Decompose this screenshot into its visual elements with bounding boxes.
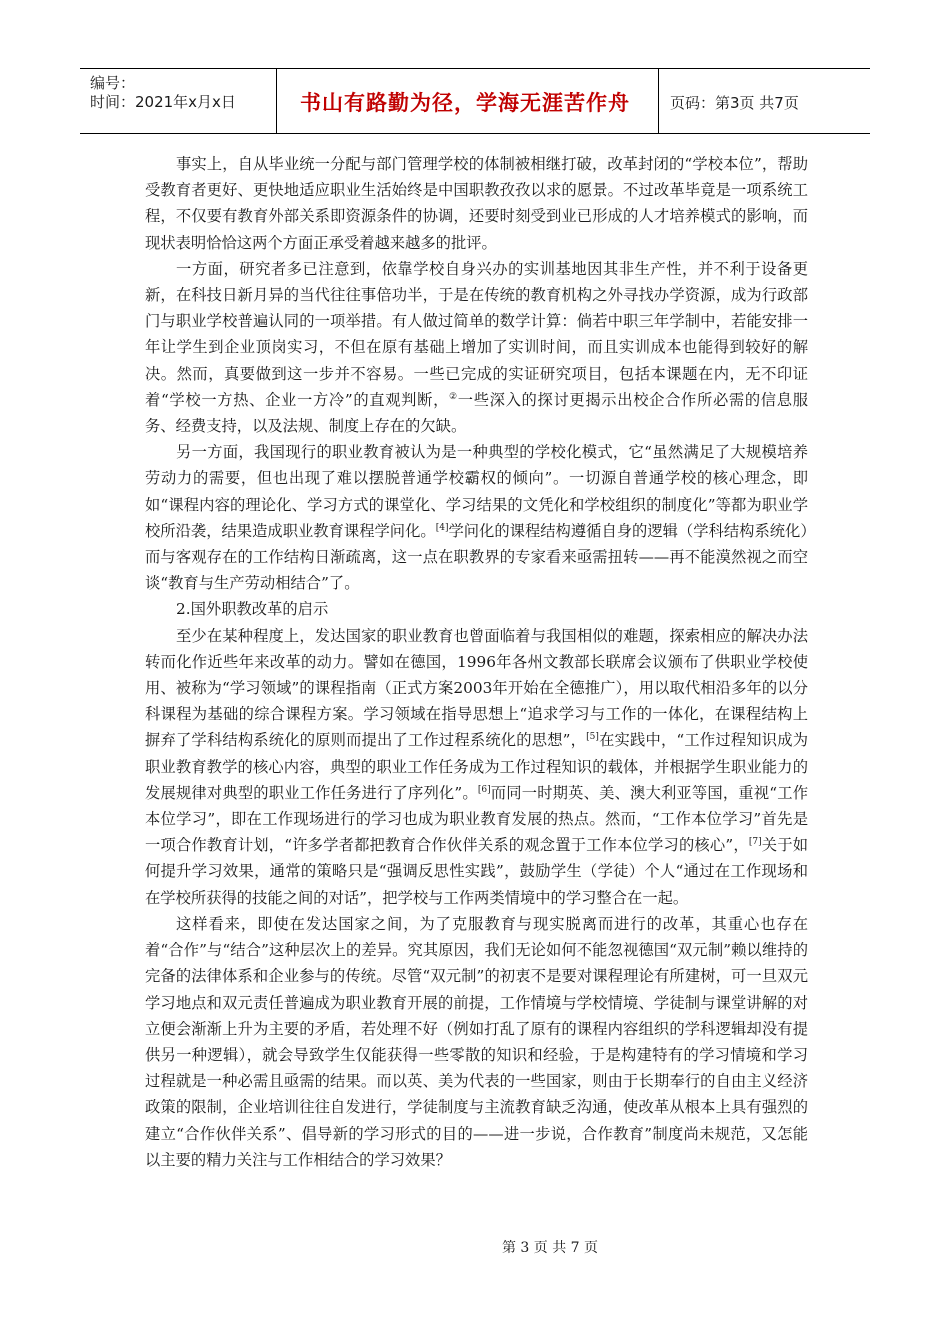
number-label: 编号： (90, 74, 136, 92)
paragraph: 这样看来，即使在发达国家之间，为了克服教育与现实脱离而进行的改革，其重心也存在着“合作”与“结合”这种层次上的差异。究其原因，我们无论如何不能忽视德国“双元制”赖以维持的完备的法律体系和企业参与的传统。尽管“双元制”的初衷不是要对课程理论有所建树，可一旦双元学习地点和双元责任普遍成为职业教育开展的前提，工作情境与学校情境、学徒制与课堂讲解的对立便会渐渐上升为主要的矛盾，若处理不好（例如打乱了原有的课程内容组织的学科逻辑却没有提供另一种逻辑），就会导致学生仅能获得一些零散的知识和经验，于是构建特有的学习情境和学习过程就是一种必需且亟需的结果。而以英、美为代表的一些国家，则由于长期奉行的自由主义经济政策的限制，企业培训往往自发进行，学徒制度与主流教育缺乏沟通，使改革从根本上具有强烈的建立“合作伙伴关系”、倡导新的学习形式的目的——进一步说，合作教育”制度尚未规范，又怎能以主要的精力关注与工作相结合的学习效果？ (145, 914, 808, 1169)
footer-page-number: 第 3 页 共 7 页 (501, 1240, 599, 1256)
paragraph: 至少在某种程度上，发达国家的职业教育也曾面临着与我国相似的难题，探索相应的解决办法转而化作近些年来改革的动力。譬如在德国，1996年各州文教部长联席会议颁布了供职业学校使用、被称为“学习领域”的课程指南（正式方案2003年开始在全德推广），用以取代相沿多年的以分科课程为基础的综合课程方案。学习领域在指导思想上“追求学习与工作的一体化，在课程结构上摒弃了学科结构系统化的原则而提出了工作过程系统化的思想”，[5]在实践中，“工作过程知识成为职业教育教学的核心内容，典型的职业工作任务成为工作过程知识的载体，并根据学生职业能力的发展规律对典型的职业工作任务进行了序列化”。[6]而同一时期英、美、澳大利亚等国，重视“工作本位学习”，即在工作现场进行的学习也成为职业教育发展的热点。然而，“工作本位学习”首先是一项合作教育计划，“许多学者都把教育合作伙伴关系的观念置于工作本位学习的核心”，[7]关于如何提升学习效果，通常的策略只是“强调反思性实践”，鼓励学生（学徒）个人“通过在工作现场和在学校所获得的技能之间的对话”，把学校与工作两类情境中的学习整合在一起。 (145, 626, 808, 907)
paragraph: 事实上，自从毕业统一分配与部门管理学校的体制被相继打破，改革封闭的“学校本位”，帮助受教育者更好、更快地适应职业生活始终是中国职教孜孜以求的愿景。不过改革毕竟是一项系统工程，不仅要有教育外部关系即资源条件的协调，还要时刻受到业已形成的人才培养模式的影响，而现状表明恰恰这两个方面正承受着越来越多的批评。 (145, 155, 808, 252)
page-footer (0, 1237, 950, 1257)
footnote-ref: [6] (477, 784, 491, 795)
paragraph: 另一方面，我国现行的职业教育被认为是一种典型的学校化模式，它“虽然满足了大规模培养劳动力的需要，但也出现了难以摆脱普通学校霸权的倾向”。一切源自普通学校的核心理念，即如“课程内容的理论化、学习方式的课堂化、学习结果的文凭化和学校组织的制度化”等都为职业学校所沿袭，结果造成职业教育课程学问化。[4]学问化的课程结构遵循自身的逻辑（学科结构系统化）而与客观存在的工作结构日渐疏离，这一点在职教界的专家看来亟需扭转——再不能漠然视之而空谈“教育与生产劳动相结合”了。 (145, 443, 808, 593)
page-header (80, 68, 870, 134)
header-divider (658, 68, 659, 134)
footnote-ref: ② (449, 391, 458, 402)
section-heading: 2.国外职教改革的启示 (176, 600, 329, 619)
document-body (145, 151, 808, 1173)
header-meta (90, 74, 236, 112)
header-motto: 书山有路勤为径，学海无涯苦作舟 (300, 91, 630, 115)
date-label: 时间：2021年x月x日 (90, 93, 236, 111)
footnote-ref: [5] (586, 732, 599, 743)
footnote-ref: [4] (435, 522, 449, 533)
footnote-ref: [7] (748, 837, 762, 848)
header-bottom-rule (80, 133, 870, 134)
header-top-rule (80, 68, 870, 69)
paragraph: 一方面，研究者多已注意到，依靠学校自身兴办的实训基地因其非生产性，并不利于设备更新，在科技日新月异的当代往往事倍功半，于是在传统的教育机构之外寻找办学资源，成为行政部门与职业学校普遍认同的一项举措。有人做过简单的数学计算：倘若中职三年学制中，若能安排一年让学生到企业顶岗实习，不但在原有基础上增加了实训时间，而且实训成本也能得到较好的解决。然而，真要做到这一步并不容易。一些已完成的实证研究项目，包括本课题在内，无不印证着“学校一方热、企业一方冷”的直观判断，②一些深入的探讨更揭示出校企合作所必需的信息服务、经费支持，以及法规、制度上存在的欠缺。 (145, 259, 808, 436)
header-page-label: 页码：第3页 共7页 (670, 94, 799, 112)
